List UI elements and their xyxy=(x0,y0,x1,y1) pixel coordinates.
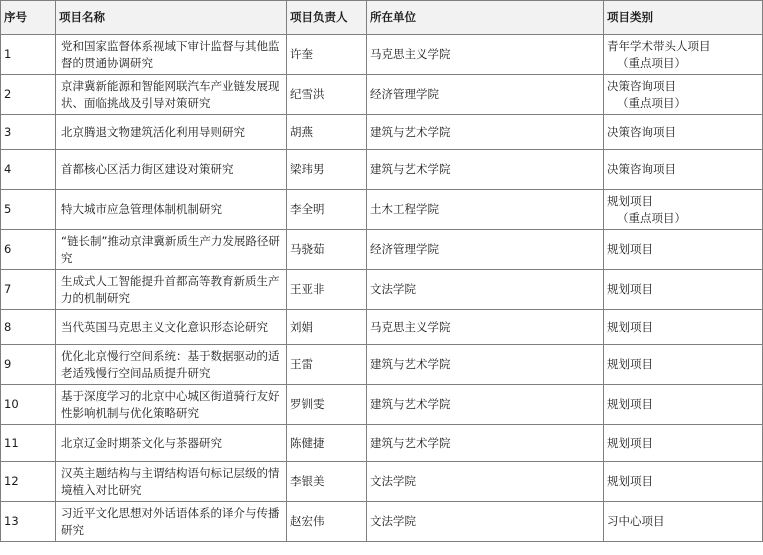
category-label: 青年学术带头人项目 xyxy=(607,38,711,53)
cell-no: 11 xyxy=(1,425,56,462)
cell-unit: 建筑与艺术学院 xyxy=(367,385,604,425)
cell-unit: 建筑与艺术学院 xyxy=(367,150,604,190)
cell-unit: 经济管理学院 xyxy=(367,230,604,270)
table-row xyxy=(1,115,763,150)
cell-category xyxy=(604,35,763,75)
table-body xyxy=(1,35,763,542)
table-row xyxy=(1,150,763,190)
table-row xyxy=(1,462,763,502)
cell-unit: 马克思主义学院 xyxy=(367,310,604,345)
cell-leader: 梁玮男 xyxy=(287,150,367,190)
header-leader: 项目负责人 xyxy=(287,1,367,35)
cell-leader: 王亚非 xyxy=(287,270,367,310)
cell-name: 汉英主题结构与主谓结构语句标记层级的情境植入对比研究 xyxy=(56,462,287,502)
cell-leader: 王雷 xyxy=(287,345,367,385)
cell-category xyxy=(604,150,763,190)
header-unit: 所在单位 xyxy=(367,1,604,35)
cell-leader: 李全明 xyxy=(287,190,367,230)
cell-no: 12 xyxy=(1,462,56,502)
cell-category xyxy=(604,462,763,502)
cell-category xyxy=(604,115,763,150)
category-label: 决策咨询项目 xyxy=(607,162,676,176)
table-row xyxy=(1,385,763,425)
category-label: 习中心项目 xyxy=(607,514,665,528)
cell-name: 习近平文化思想对外话语体系的译介与传播研究 xyxy=(56,502,287,542)
table-row xyxy=(1,425,763,462)
table-row xyxy=(1,190,763,230)
table-row xyxy=(1,345,763,385)
cell-unit: 建筑与艺术学院 xyxy=(367,115,604,150)
table-row xyxy=(1,502,763,542)
category-label: 规划项目 xyxy=(607,319,653,334)
cell-name: 优化北京慢行空间系统：基于数据驱动的适老适残慢行空间品质提升研究 xyxy=(56,345,287,385)
cell-category xyxy=(604,270,763,310)
cell-name: 基于深度学习的北京中心城区街道骑行友好性影响机制与优化策略研究 xyxy=(56,385,287,425)
cell-leader: 纪雪洪 xyxy=(287,75,367,115)
cell-category xyxy=(604,75,763,115)
table-row xyxy=(1,35,763,75)
cell-name: 京津冀新能源和智能网联汽车产业链发展现状、面临挑战及引导对策研究 xyxy=(56,75,287,115)
cell-no: 1 xyxy=(1,35,56,75)
cell-name: 首都核心区活力街区建设对策研究 xyxy=(56,150,287,190)
table-row xyxy=(1,270,763,310)
cell-unit: 土木工程学院 xyxy=(367,190,604,230)
table-row xyxy=(1,230,763,270)
cell-name: 党和国家监督体系视域下审计监督与其他监督的贯通协调研究 xyxy=(56,35,287,75)
category-label: 规划项目 xyxy=(607,242,653,256)
category-label: 规划项目 xyxy=(607,435,653,450)
cell-leader: 罗钏雯 xyxy=(287,385,367,425)
cell-unit: 文法学院 xyxy=(367,270,604,310)
header-category: 项目类别 xyxy=(604,1,763,35)
cell-leader: 许奎 xyxy=(287,35,367,75)
header-name: 项目名称 xyxy=(56,1,287,35)
cell-category xyxy=(604,230,763,270)
category-label: 决策咨询项目 xyxy=(607,124,676,139)
table-row xyxy=(1,75,763,115)
cell-category xyxy=(604,190,763,230)
category-label: 规划项目 xyxy=(607,282,653,296)
category-label: 决策咨询项目 xyxy=(607,78,676,93)
category-sub-label: （重点项目） xyxy=(617,95,686,110)
cell-unit: 文法学院 xyxy=(367,502,604,542)
cell-no: 8 xyxy=(1,310,56,345)
header-no: 序号 xyxy=(1,1,56,35)
cell-leader: 马骁茹 xyxy=(287,230,367,270)
cell-category xyxy=(604,310,763,345)
category-label: 规划项目 xyxy=(607,193,653,208)
cell-leader: 赵宏伟 xyxy=(287,502,367,542)
header-row xyxy=(1,1,763,35)
cell-leader: 陈健捷 xyxy=(287,425,367,462)
cell-no: 10 xyxy=(1,385,56,425)
cell-name: 北京辽金时期茶文化与茶器研究 xyxy=(56,425,287,462)
cell-name: “链长制”推动京津冀新质生产力发展路径研究 xyxy=(56,230,287,270)
cell-unit: 文法学院 xyxy=(367,462,604,502)
cell-no: 6 xyxy=(1,230,56,270)
cell-no: 7 xyxy=(1,270,56,310)
cell-leader: 胡燕 xyxy=(287,115,367,150)
cell-category xyxy=(604,385,763,425)
category-sub-label: （重点项目） xyxy=(617,55,686,70)
cell-no: 13 xyxy=(1,502,56,542)
cell-leader: 刘娟 xyxy=(287,310,367,345)
category-sub-label: （重点项目） xyxy=(617,210,686,225)
cell-name: 特大城市应急管理体制机制研究 xyxy=(56,190,287,230)
category-label: 规划项目 xyxy=(607,357,653,371)
cell-name: 北京腾退文物建筑活化利用导则研究 xyxy=(56,115,287,150)
cell-no: 5 xyxy=(1,190,56,230)
cell-no: 4 xyxy=(1,150,56,190)
cell-unit: 建筑与艺术学院 xyxy=(367,425,604,462)
cell-category xyxy=(604,425,763,462)
table-row xyxy=(1,310,763,345)
cell-name: 当代英国马克思主义文化意识形态论研究 xyxy=(56,310,287,345)
cell-leader: 李银美 xyxy=(287,462,367,502)
cell-no: 9 xyxy=(1,345,56,385)
category-label: 规划项目 xyxy=(607,397,653,411)
cell-name: 生成式人工智能提升首都高等教育新质生产力的机制研究 xyxy=(56,270,287,310)
cell-unit: 建筑与艺术学院 xyxy=(367,345,604,385)
cell-no: 3 xyxy=(1,115,56,150)
cell-unit: 经济管理学院 xyxy=(367,75,604,115)
category-label: 规划项目 xyxy=(607,474,653,488)
cell-category xyxy=(604,502,763,542)
cell-no: 2 xyxy=(1,75,56,115)
cell-unit: 马克思主义学院 xyxy=(367,35,604,75)
cell-category xyxy=(604,345,763,385)
